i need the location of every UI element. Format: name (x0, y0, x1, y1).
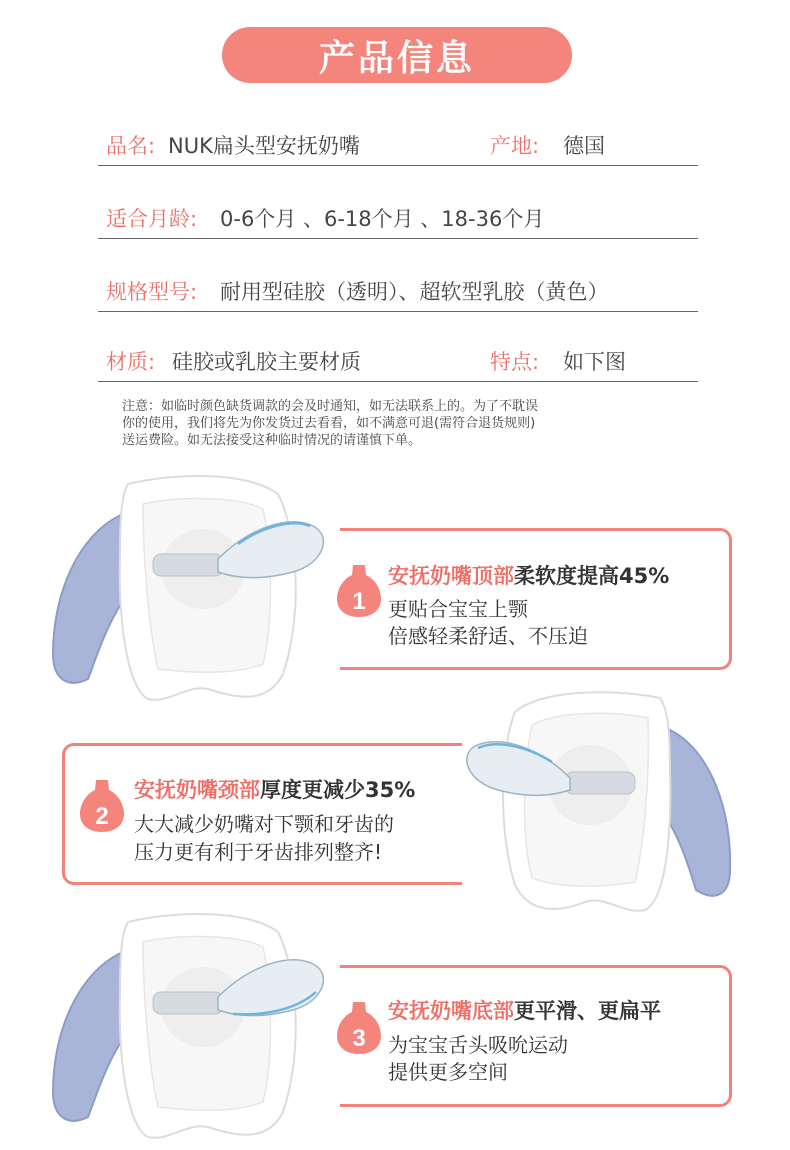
info-row-material (98, 342, 698, 382)
feature-desc-2a: 大大减少奶嘴对下颚和牙齿的 (134, 812, 394, 836)
name-label: 品名: (106, 134, 156, 158)
material-value: 硅胶或乳胶主要材质 (172, 350, 361, 374)
feature-desc-3a: 为宝宝舌头吸吮运动 (388, 1033, 568, 1057)
name-value: NUK扁头型安抚奶嘴 (168, 134, 360, 158)
feature-title-rest: 更平滑、更扁平 (514, 999, 661, 1023)
feature-label: 特点: (490, 350, 540, 374)
nipple-number-badge-3 (335, 1000, 383, 1056)
info-row-spec (98, 272, 698, 312)
page-title (222, 27, 572, 83)
origin-value: 德国 (563, 134, 605, 158)
nipple-number-badge-1 (335, 563, 383, 619)
origin-label: 产地: (490, 134, 540, 158)
feature-title-highlight: 安抚奶嘴颈部 (134, 778, 260, 802)
info-row-age (98, 199, 698, 239)
page-title-text: 产品信息 (318, 37, 475, 79)
notice-text (122, 398, 682, 449)
notice-line: 送运费险。如无法接受这种临时情况的请谨慎下单。 (122, 433, 422, 448)
badge-number: 2 (95, 803, 109, 830)
feature-title-highlight: 安抚奶嘴底部 (388, 999, 514, 1023)
notice-line: 注意：如临时颜色缺货调款的会及时通知，如无法联系上的。为了不耽误 (122, 399, 539, 414)
pacifier-image (460, 690, 740, 920)
pacifier-image (48, 474, 338, 710)
feature-title-3 (388, 995, 661, 1025)
nipple-number-badge-2 (78, 778, 126, 834)
feature-title-2 (134, 774, 415, 804)
feature-title-1 (388, 560, 669, 590)
feature-desc-3b: 提供更多空间 (388, 1060, 508, 1084)
spec-label: 规格型号: (106, 280, 198, 304)
spec-value: 耐用型硅胶（透明）、超软型乳胶（黄色） (220, 280, 609, 304)
badge-number: 3 (352, 1025, 366, 1052)
feature-value: 如下图 (563, 350, 626, 374)
feature-title-rest: 柔软度提高45% (514, 564, 670, 588)
feature-title-highlight: 安抚奶嘴顶部 (388, 564, 514, 588)
feature-desc-2b: 压力更有利于牙齿排列整齐! (134, 840, 383, 864)
feature-desc-1b: 倍感轻柔舒适、不压迫 (388, 624, 588, 648)
badge-number: 1 (352, 588, 366, 615)
material-label: 材质: (106, 350, 156, 374)
info-row-name (98, 126, 698, 166)
feature-desc-1a: 更贴合宝宝上颚 (388, 597, 528, 621)
age-label: 适合月龄: (106, 207, 198, 231)
notice-line: 你的使用，我们将先为你发货过去看看，如不满意可退(需符合退货规则) (122, 416, 536, 431)
age-value: 0-6个月 、6-18个月 、18-36个月 (220, 207, 545, 231)
feature-title-rest: 厚度更减少35% (260, 778, 416, 802)
pacifier-image (48, 912, 338, 1148)
